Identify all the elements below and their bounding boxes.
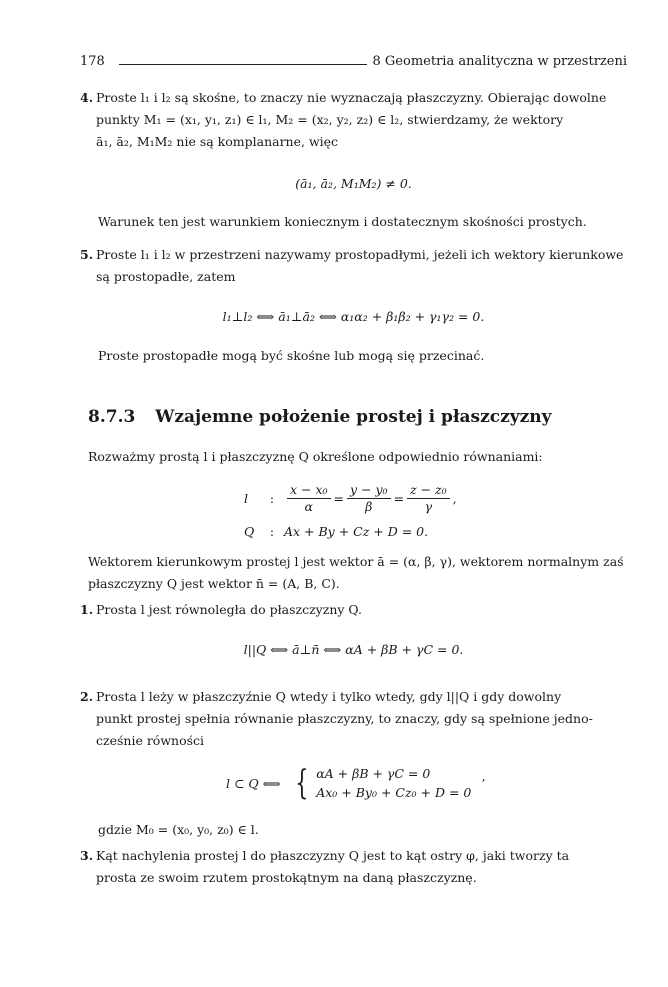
fraction-x: $\frac{\text{x − x₀}}{\alpha}$ <box>287 482 331 515</box>
plane-label: Q <box>244 523 255 539</box>
plane-equation: Q : Ax + By + Cz + D = 0. <box>244 523 429 539</box>
item-text-line: punkt prostej spełnia równanie płaszczyzny, to znaczy, gdy są spełnione jedno- <box>96 711 593 726</box>
item-text-line: cześnie równości <box>96 733 205 748</box>
item-text-line: punkty M₁ = (x₁, y₁, z₁) ∈ l₁, M₂ = (x₂, y₂, z₂) ∈ l₂, stwierdzamy, że wektory <box>96 112 564 127</box>
section-title: Wzajemne położenie prostej i płaszczyzny <box>155 407 552 427</box>
item-text-line: Prosta l leży w płaszczyźnie Q wtedy i tylko wtedy, gdy l||Q i gdy dowolny <box>96 689 562 704</box>
fraction-z: $\frac{\text{z − z₀}}{\gamma}$ <box>407 482 450 515</box>
system-row: αA + βB + γC = 0 <box>316 766 431 781</box>
running-title: 8 Geometria analityczna w przestrzeni <box>372 54 627 69</box>
paragraph-intro: Rozważmy prostą l i płaszczyznę Q określone odpowiednio równaniami: <box>88 449 543 464</box>
fraction-y: $\frac{\text{y − y₀}}{\beta}$ <box>347 482 391 515</box>
left-brace: { <box>294 763 308 803</box>
item-number: 5. <box>80 247 94 262</box>
running-header <box>80 54 627 69</box>
item-text-line: Kąt nachylenia prostej l do płaszczyzny Q jest to kąt ostry φ, jaki tworzy ta <box>96 848 570 863</box>
equation-system-line-plane <box>244 478 457 544</box>
item-number: 2. <box>80 689 94 704</box>
section-heading <box>88 407 552 427</box>
item-text-line: Prosta l jest równoległa do płaszczyzny Q. <box>96 602 363 617</box>
item-number: 3. <box>80 848 94 863</box>
list-item-5 <box>80 244 627 288</box>
item-text-line: Proste l₁ i l₂ w przestrzeni nazywamy prostopadłymi, jeżeli ich wektory kierunkowe <box>96 247 624 262</box>
formula-line-in-plane: l ⊂ Q ⟺ { αA + βB + γC = 0 Ax₀ + By₀ + Cz₀ + D = 0 ’ <box>226 763 486 803</box>
item-text-line: ā₁, ā₂, M₁M₂ nie są komplanarne, więc <box>96 134 339 149</box>
item-text-line: są prostopadłe, zatem <box>96 269 236 284</box>
system-row: Ax₀ + By₀ + Cz₀ + D = 0 <box>316 785 472 800</box>
line-equation: l : $\frac{\text{x − x₀}}{\alpha}$ = $\frac{\text{y − y₀}}{\beta}$ = $\frac{\text{z − z₀}}{\gamma}$ , <box>244 481 457 514</box>
item-number: 4. <box>80 90 94 105</box>
plane-equation-text: Ax + By + Cz + D = 0. <box>284 523 429 539</box>
formula-parallel: l||Q ⟺ ā⊥n̄ ⟺ αA + βB + γC = 0. <box>243 642 464 657</box>
paragraph-m0: gdzie M₀ = (x₀, y₀, z₀) ∈ l. <box>98 822 259 837</box>
system-lhs: l ⊂ Q ⟺ <box>226 775 281 791</box>
list-item-1 <box>80 599 627 621</box>
item-text-line: Proste l₁ i l₂ są skośne, to znaczy nie wyznaczają płaszczyzny. Obierając dowolne <box>96 90 607 105</box>
item-text-line: prosta ze swoim rzutem prostokątnym na daną płaszczyznę. <box>96 870 477 885</box>
paragraph-vectors: Wektorem kierunkowym prostej l jest wektor ā = (α, β, γ), wektorem normalnym zaś płaszczyzny Q jest wektor n̄ = (A, B, C). <box>88 554 624 591</box>
header-rule <box>119 64 367 65</box>
list-item-4 <box>80 87 627 153</box>
formula-noncoplanar: (ā₁, ā₂, M₁M₂) ≠ 0. <box>295 176 412 191</box>
item-number: 1. <box>80 602 94 617</box>
paragraph-perpendicular-note: Proste prostopadłe mogą być skośne lub mogą się przecinać. <box>98 348 485 363</box>
list-item-2 <box>80 686 627 752</box>
paragraph-skew-condition: Warunek ten jest warunkiem koniecznym i dostatecznym skośności prostych. <box>98 214 587 229</box>
formula-perpendicular: l₁⊥l₂ ⟺ ā₁⊥ā₂ ⟺ α₁α₂ + β₁β₂ + γ₁γ₂ = 0. <box>222 309 485 324</box>
list-item-3 <box>80 845 627 889</box>
line-label: l <box>244 490 248 506</box>
page-number: 178 <box>80 54 105 69</box>
colon: : <box>269 490 275 506</box>
section-number: 8.7.3 <box>88 407 136 427</box>
